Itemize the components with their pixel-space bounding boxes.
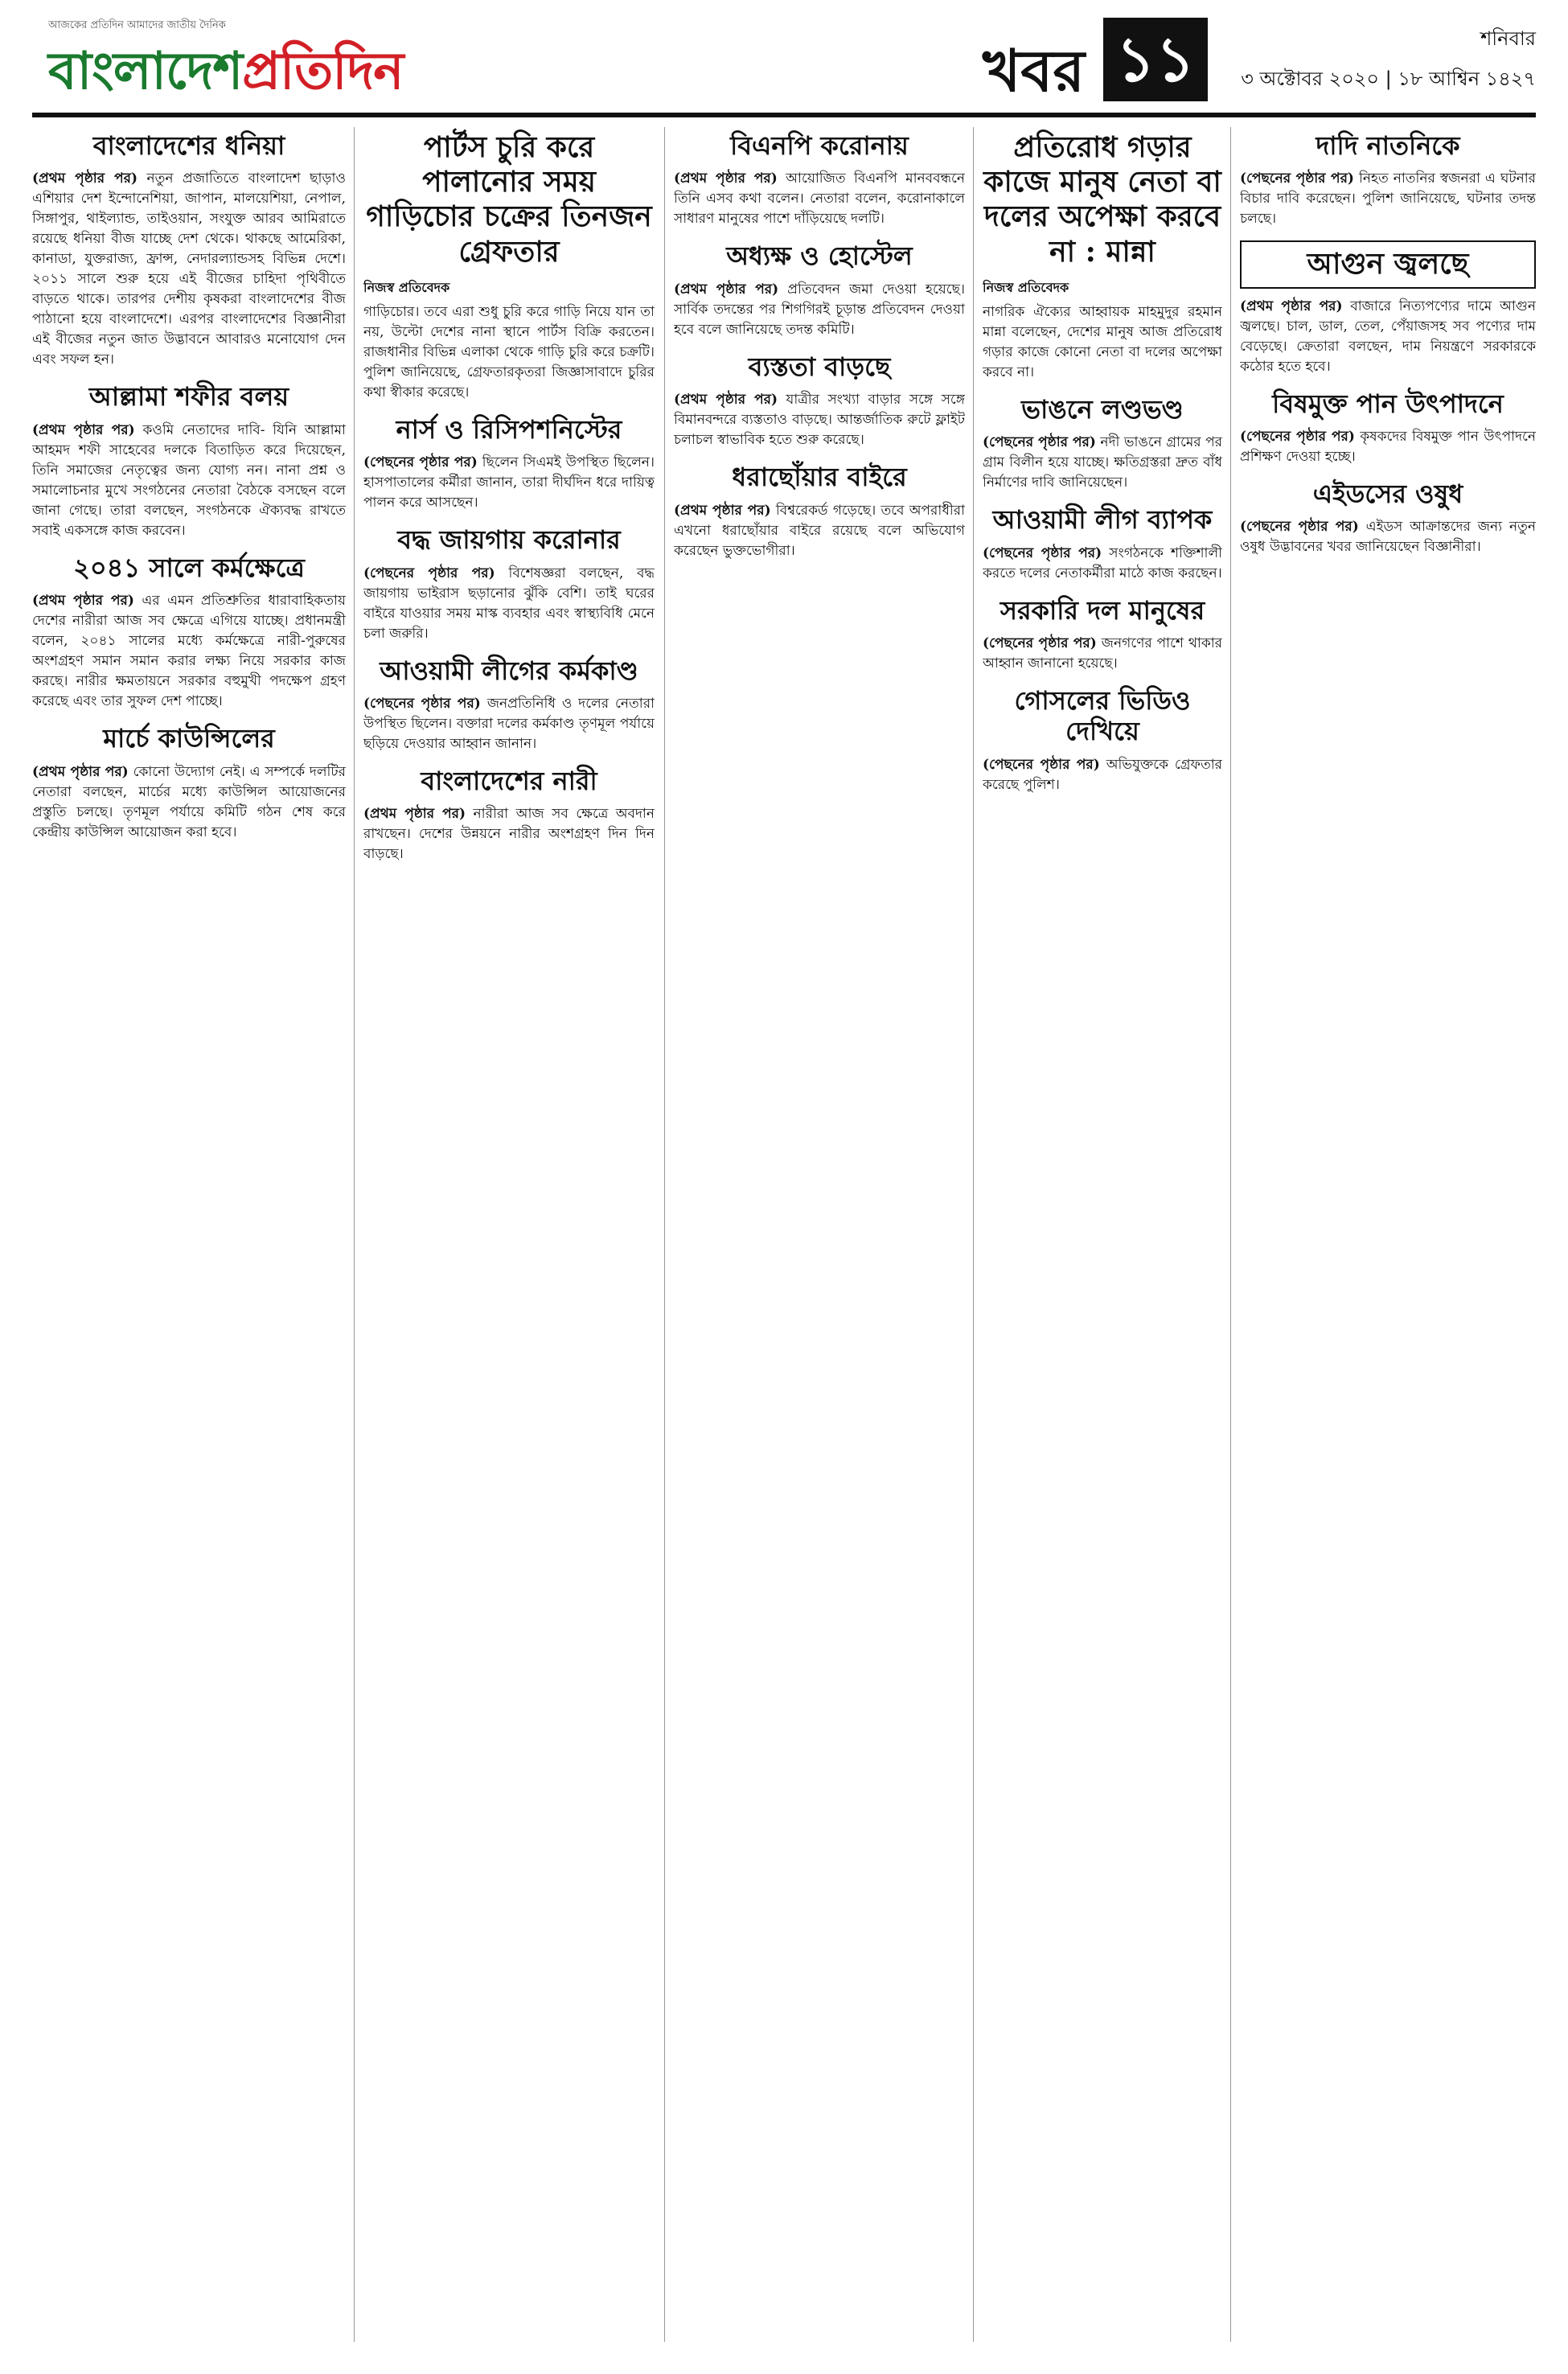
article-body: যাত্রীর সংখ্যা বাড়ার সঙ্গে সঙ্গে বিমানবন্দরে ব্যস্ততাও বাড়ছে। আন্তর্জাতিক রুটে ফ্লাইট চলাচল স্বাভাবিক হতে শুরু করেছে। bbox=[674, 392, 965, 449]
issue-date: ৩ অক্টোবর ২০২০ | ১৮ আশ্বিন ১৪২৭ bbox=[1241, 68, 1537, 90]
continuation-marker: (প্রথম পৃষ্ঠার পর) bbox=[674, 392, 778, 409]
column-1 bbox=[32, 127, 346, 2342]
article-body: বিশ্বরেকর্ড গড়েছে। তবে অপরাধীরা এখনো ধরাছোঁয়ার বাইরে রয়েছে বলে অভিযোগ করেছেন ভুক্তভোগীরা। bbox=[674, 502, 965, 559]
logo-tagline: আজকের প্রতিদিন আমাদের জাতীয় দৈনিক bbox=[48, 19, 226, 31]
article-byline: নিজস্ব প্রতিবেদক bbox=[983, 279, 1069, 295]
continuation-marker: (পেছনের পৃষ্ঠার পর) bbox=[1240, 170, 1354, 187]
article-bnp-corona[interactable] bbox=[674, 130, 965, 229]
article-body: অভিযুক্তকে গ্রেফতার করেছে পুলিশ। bbox=[983, 756, 1222, 793]
column-divider bbox=[973, 127, 974, 2342]
article-headline: নার্স ও রিসিপশনিস্টের bbox=[396, 413, 622, 445]
continuation-marker: (প্রথম পৃষ্ঠার পর) bbox=[674, 502, 771, 519]
article-body: সংগঠনকে শক্তিশালী করতে দলের নেতাকর্মীরা মাঠে কাজ করছেন। bbox=[983, 544, 1222, 581]
article-body: কোনো উদ্যোগ নেই। এ সম্পর্কে দলটির নেতারা বলছেন, মার্চের মধ্যে কাউন্সিল আয়োজনের প্রস্তুতি চলছে। তৃণমূল পর্যায়ে কমিটি গঠন শেষ করে কেন্দ্রীয় কাউন্সিল আয়োজন করা হবে। bbox=[32, 763, 346, 840]
article-body: আয়োজিত বিএনপি মানববন্ধনে তিনি এসব কথা বলেন। নেতারা বলেন, করোনাকালে সাধারণ মানুষের পাশে দাঁড়িয়েছে দলটি। bbox=[674, 170, 965, 228]
continuation-marker: (পেছনের পৃষ্ঠার পর) bbox=[983, 434, 1096, 451]
article-council[interactable] bbox=[32, 723, 346, 842]
article-bath-video[interactable] bbox=[983, 685, 1222, 795]
article-headline: মার্চে কাউন্সিলের bbox=[103, 723, 275, 754]
article-body: প্রতিবেদন জমা দেওয়া হয়েছে। সার্বিক তদন্তের পর শিগগিরই চূড়ান্ত প্রতিবেদন দেওয়া হবে বলে জানিয়েছে তদন্ত কমিটি। bbox=[674, 281, 965, 338]
article-manna[interactable] bbox=[983, 130, 1222, 383]
article-headline: ব্যস্ততা বাড়ছে bbox=[748, 351, 891, 382]
article-headline: বাংলাদেশের নারী bbox=[421, 765, 597, 796]
article-betel[interactable] bbox=[1240, 388, 1536, 467]
column-3 bbox=[674, 127, 965, 2342]
column-divider bbox=[354, 127, 355, 2342]
column-5 bbox=[1240, 127, 1536, 2342]
continuation-marker: (পেছনের পৃষ্ঠার পর) bbox=[363, 454, 478, 471]
column-4 bbox=[983, 127, 1222, 2342]
continuation-marker: (প্রথম পৃষ্ঠার পর) bbox=[32, 763, 129, 780]
article-allama-shafi[interactable] bbox=[32, 381, 346, 540]
article-closed-space[interactable] bbox=[363, 524, 655, 643]
article-headline: সরকারি দল মানুষের bbox=[999, 594, 1205, 626]
column-divider bbox=[664, 127, 665, 2342]
article-headline: আল্লামা শফীর বলয় bbox=[88, 381, 289, 413]
column-2 bbox=[363, 127, 655, 2342]
article-body: নিহত নাতনির স্বজনরা এ ঘটনার বিচার দাবি করেছেন। পুলিশ জানিয়েছে, ঘটনার তদন্ত চলছে। bbox=[1240, 170, 1536, 228]
continuation-marker: (পেছনের পৃষ্ঠার পর) bbox=[1240, 519, 1359, 536]
section-title: খবর bbox=[983, 37, 1085, 105]
article-body: নদী ভাঙনে গ্রামের পর গ্রাম বিলীন হয়ে যাচ্ছে। ক্ষতিগ্রস্তরা দ্রুত বাঁধ নির্মাণের দাবি জানিয়েছেন। bbox=[983, 434, 1222, 491]
article-headline: গোসলের ভিডিও দেখিয়ে bbox=[1014, 684, 1191, 747]
page-number: ১১ bbox=[1103, 18, 1208, 101]
article-headline: প্রতিরোধ গড়ার কাজে মানুষ নেতা বা দলের অপেক্ষা করবে না : মান্না bbox=[983, 130, 1221, 269]
article-headline: পার্টস চুরি করে পালানোর সময় গাড়িচোর চক্রের তিনজন গ্রেফতার bbox=[366, 130, 652, 269]
masthead-rule bbox=[32, 113, 1536, 117]
article-headline: এইডসের ওষুধ bbox=[1312, 478, 1463, 509]
newspaper-logo[interactable] bbox=[48, 32, 403, 118]
article-grandmother[interactable] bbox=[1240, 130, 1536, 229]
article-body: নতুন প্রজাতিতে বাংলাদেশ ছাড়াও এশিয়ার দেশ ইন্দোনেশিয়া, জাপান, মালয়েশিয়া, নেপাল, সিঙ্গাপুর, থাইল্যান্ড, তাইওয়ান, সংযুক্ত আরব আমিরাতে রয়েছে ধনিয়া বীজ যাচ্ছে দেশ থেকে। থাকছে আমেরিকা, কানাডা, যুক্তরাজ্য, ফ্রান্স, নেদারল্যান্ডসহ বিভিন্ন দেশে। ২০১১ সালে শুরু হয়ে এই বীজের চাহিদা পৃথিবীতে বাড়তে থাকে। তারপর দেশীয় কৃষকরা বাংলাদেশের বীজ পাঠানো হয়ে বাংলাদেশে। এরপর বাংলাদেশের বিজ্ঞানীরা এই বীজের নতুন জাত উদ্ভাবনে আবারও মনোযোগ দেন এবং সফল হন। bbox=[32, 170, 346, 368]
article-women[interactable] bbox=[363, 766, 655, 865]
article-nurse[interactable] bbox=[363, 414, 655, 513]
article-headline: আওয়ামী লীগ ব্যাপক bbox=[992, 504, 1213, 536]
article-body: কৃষকদের বিষমুক্ত পান উৎপাদনে প্রশিক্ষণ দেওয়া হচ্ছে। bbox=[1240, 428, 1536, 465]
article-body: এইডস আক্রান্তদের জন্য নতুন ওষুধ উদ্ভাবনের খবর জানিয়েছেন বিজ্ঞানীরা। bbox=[1240, 519, 1536, 556]
article-awami-extensive[interactable] bbox=[983, 504, 1222, 583]
continuation-marker: (পেছনের পৃষ্ঠার পর) bbox=[363, 565, 495, 581]
article-headline: বাংলাদেশের ধনিয়া bbox=[92, 130, 285, 161]
article-body: ছিলেন সিএমই উপস্থিত ছিলেন। হাসপাতালের কর্মীরা জানান, তারা দীর্ঘদিন ধরে দায়িত্ব পালন করে আসছেন। bbox=[363, 454, 655, 511]
logo-part-2: প্রতিদিন bbox=[242, 42, 404, 101]
continuation-marker: (প্রথম পৃষ্ঠার পর) bbox=[674, 170, 778, 187]
continuation-marker: (পেছনের পৃষ্ঠার পর) bbox=[363, 695, 481, 712]
article-headline: দাদি নাতনিকে bbox=[1316, 130, 1460, 161]
continuation-marker: (পেছনের পৃষ্ঠার পর) bbox=[983, 756, 1100, 773]
continuation-marker: (প্রথম পৃষ্ঠার পর) bbox=[32, 170, 138, 187]
continuation-marker: (পেছনের পৃষ্ঠার পর) bbox=[1240, 428, 1355, 445]
article-body: বিশেষজ্ঞরা বলছেন, বদ্ধ জায়গায় ভাইরাস ছড়ানোর ঝুঁকি বেশি। তাই ঘরের বাইরে যাওয়ার সময় মাস্ক ব্যবহার এবং স্বাস্থ্যবিধি মেনে চলা জরুরি। bbox=[363, 565, 655, 642]
article-aids[interactable] bbox=[1240, 478, 1536, 557]
continuation-marker: (প্রথম পৃষ্ঠার পর) bbox=[674, 281, 779, 298]
article-body: বাজারে নিত্যপণ্যের দামে আগুন জ্বলছে। চাল, ডাল, তেল, পেঁয়াজসহ সব পণ্যের দাম বেড়েছে। ক্রেতারা বলছেন, দাম নিয়ন্ত্রণে সরকারকে কঠোর হতে হবে। bbox=[1240, 298, 1536, 375]
column-divider bbox=[1230, 127, 1231, 2342]
logo-part-1: বাংলাদেশ bbox=[48, 42, 243, 101]
article-awami-activities[interactable] bbox=[363, 655, 655, 754]
article-headline: আগুন জ্বলছে bbox=[1240, 240, 1536, 288]
article-headline: বিষমুক্ত পান উৎপাদনে bbox=[1272, 388, 1504, 419]
article-body: কওমি নেতাদের দাবি- যিনি আল্লামা আহমদ শফী সাহেবের দলকে বিতাড়িত করে দিয়েছেন, তিনি সমাজের নেতৃত্বের জন্য যোগ্য নন। নানা প্রশ্ন ও সমালোচনার মুখে সংগঠনের নেতারা বৈঠকে বসছেন বলে জানা গেছে। তারা বলছেন, সংগঠনকে ঐক্যবদ্ধ রাখতে সবাই একসঙ্গে কাজ করবেন। bbox=[32, 421, 346, 539]
issue-day: শনিবার bbox=[1480, 27, 1536, 50]
article-prices[interactable] bbox=[1240, 240, 1536, 376]
article-headline: বদ্ধ জায়গায় করোনার bbox=[397, 524, 621, 556]
continuation-marker: (প্রথম পৃষ্ঠার পর) bbox=[363, 806, 466, 823]
article-headline: আওয়ামী লীগের কর্মকাণ্ড bbox=[380, 655, 638, 686]
masthead bbox=[0, 0, 1568, 119]
article-out-of-reach[interactable] bbox=[674, 462, 965, 561]
continuation-marker: (প্রথম পৃষ্ঠার পর) bbox=[32, 593, 134, 610]
article-headline: ভাঙনে লণ্ডভণ্ড bbox=[1021, 393, 1184, 425]
article-principal-hostel[interactable] bbox=[674, 240, 965, 339]
continuation-marker: (পেছনের পৃষ্ঠার পর) bbox=[983, 635, 1097, 651]
article-body: নাগরিক ঐক্যের আহ্বায়ক মাহমুদুর রহমান মান্না বলেছেন, দেশের মানুষ আজ প্রতিরোধ গড়ার কাজে কোনো নেতা বা দলের অপেক্ষা করবে না। bbox=[983, 303, 1222, 380]
continuation-marker: (প্রথম পৃষ্ঠার পর) bbox=[32, 421, 135, 438]
article-body: গাড়িচোর। তবে এরা শুধু চুরি করে গাড়ি নিয়ে যান তা নয়, উল্টো দেশের নানা স্থানে পার্টস বিক্রি করতেন। রাজধানীর বিভিন্ন এলাকা থেকে গাড়ি চুরি করে চক্রটি। পুলিশ জানিয়েছে, গ্রেফতারকৃতরা জিজ্ঞাসাবাদে চুরির কথা স্বীকার করেছে। bbox=[363, 303, 655, 400]
article-headline: অধ্যক্ষ ও হোস্টেল bbox=[726, 240, 913, 272]
article-busy[interactable] bbox=[674, 351, 965, 450]
article-body: নারীরা আজ সব ক্ষেত্রে অবদান রাখছেন। দেশের উন্নয়নে নারীর অংশগ্রহণ দিন দিন বাড়ছে। bbox=[363, 806, 655, 863]
article-headline: ২০৪১ সালে কর্মক্ষেত্রে bbox=[73, 552, 305, 583]
article-byline: নিজস্ব প্রতিবেদক bbox=[363, 279, 450, 295]
article-car-thieves[interactable] bbox=[363, 130, 655, 403]
article-body: জনপ্রতিনিধি ও দলের নেতারা উপস্থিত ছিলেন। বক্তারা দলের কর্মকাণ্ড তৃণমূল পর্যায়ে ছড়িয়ে দেওয়ার আহ্বান জানান। bbox=[363, 695, 655, 752]
article-ruling-party[interactable] bbox=[983, 595, 1222, 674]
article-body: এর এমন প্রতিশ্রুতির ধারাবাহিকতায় দেশের নারীরা আজ সব ক্ষেত্রে এগিয়ে যাচ্ছে। প্রধানমন্ত্রী বলেন, ২০৪১ সালের মধ্যে কর্মক্ষেত্রে নারী-পুরুষের অংশগ্রহণ সমান সমান করার লক্ষ্য নিয়ে সরকার কাজ করছে। নারীর ক্ষমতায়নে সরকার বহুমুখী পদক্ষেপ গ্রহণ করেছে এবং তার সুফল দেশ পাচ্ছে। bbox=[32, 593, 346, 710]
continuation-marker: (প্রথম পৃষ্ঠার পর) bbox=[1240, 298, 1343, 314]
article-dhoniya[interactable] bbox=[32, 130, 346, 370]
article-headline: ধরাছোঁয়ার বাইরে bbox=[732, 462, 907, 493]
article-2041[interactable] bbox=[32, 552, 346, 712]
article-body: জনগণের পাশে থাকার আহ্বান জানানো হয়েছে। bbox=[983, 635, 1222, 672]
article-erosion[interactable] bbox=[983, 394, 1222, 493]
continuation-marker: (পেছনের পৃষ্ঠার পর) bbox=[983, 544, 1102, 561]
article-headline: বিএনপি করোনায় bbox=[730, 130, 909, 161]
